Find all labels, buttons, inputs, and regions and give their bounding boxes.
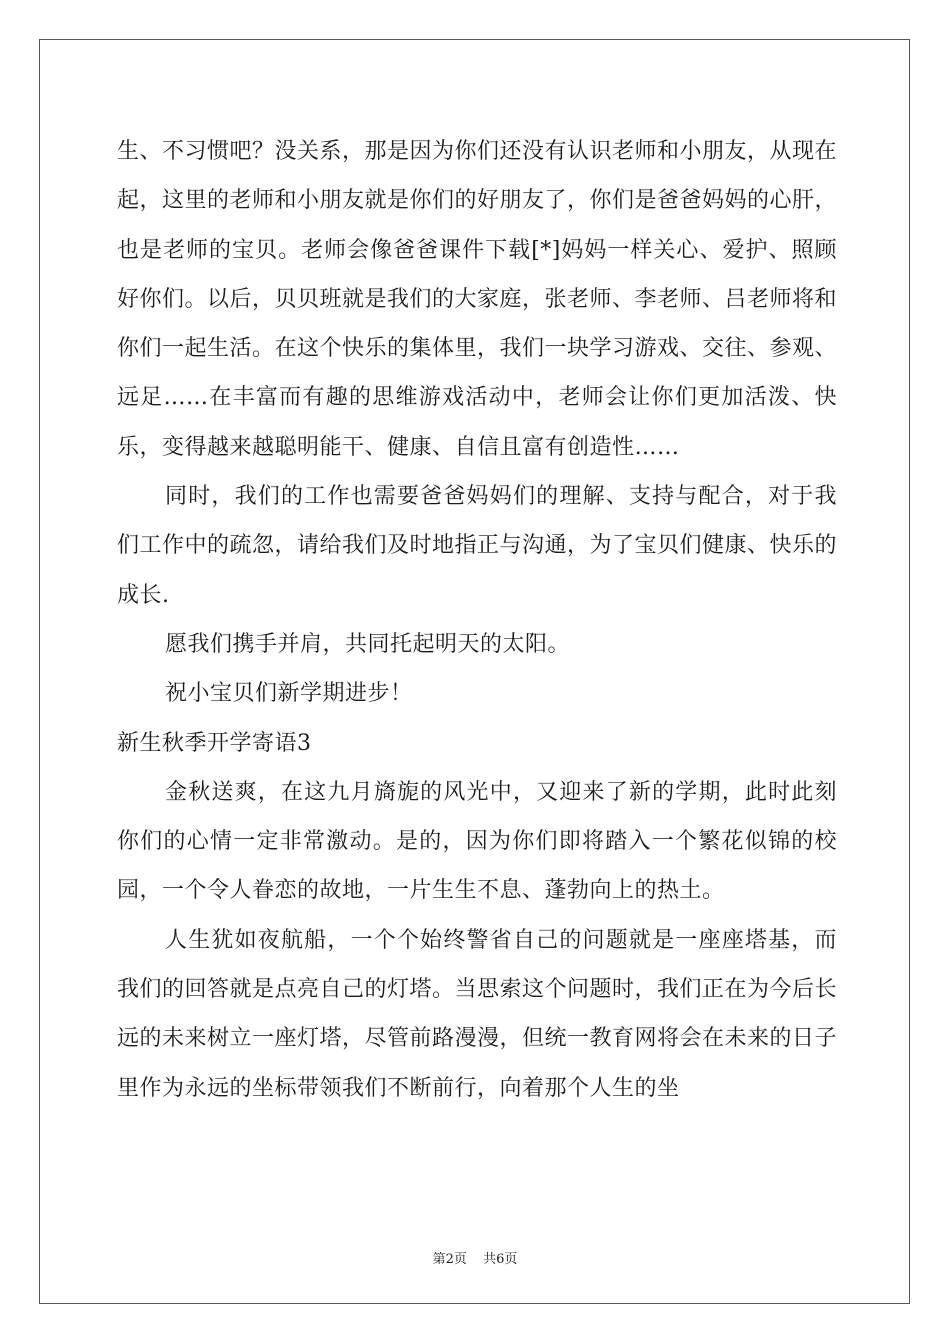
paragraph-4: 祝小宝贝们新学期进步！	[165, 681, 413, 707]
page-footer	[0, 1248, 950, 1267]
paragraph-2: 同时，我们的工作也需要爸爸妈妈们的理解、支持与配合，对于我们工作中的疏忽，请给我们及时地指正与沟通，为了宝贝们健康、快乐的成长.	[117, 484, 838, 608]
section-paragraph-2: 人生犹如夜航船，一个个始终警省自己的问题就是一座座塔基，而我们的回答就是点亮自己的灯塔。当思索这个问题时，我们正在为今后长远的未来树立一座灯塔，尽管前路漫漫，但统一教育网将会在未来的日子里作为永远的坐标带领我们不断前行，向着那个人生的坐	[117, 927, 838, 1101]
document-body	[117, 127, 837, 1113]
total-pages: 共6页	[483, 1252, 518, 1267]
paragraph-1: 生、不习惯吧？没关系，那是因为你们还没有认识老师和小朋友，从现在起，这里的老师和小朋友就是你们的好朋友了，你们是爸爸妈妈的心肝，也是老师的宝贝。老师会像爸爸课件下载[*]妈妈一样关心、爱护、照顾好你们。以后，贝贝班就是我们的大家庭，张老师、李老师、吕老师将和你们一起生活。在这个快乐的集体里，我们一块学习游戏、交往、参观、远足……在丰富而有趣的思维游戏活动中，老师会让你们更加活泼、快乐，变得越来越聪明能干、健康、自信且富有创造性……	[117, 139, 838, 460]
section-paragraph-1: 金秋送爽，在这九月旖旎的风光中，又迎来了新的学期，此时此刻你们的心情一定非常激动。是的，因为你们即将踏入一个繁花似锦的校园，一个令人眷恋的故地，一片生生不息、蓬勃向上的热土。	[117, 779, 837, 904]
page-number: 第2页	[432, 1252, 467, 1267]
section-title: 新生秋季开学寄语3	[117, 730, 312, 756]
paragraph-3: 愿我们携手并肩，共同托起明天的太阳。	[165, 631, 571, 657]
